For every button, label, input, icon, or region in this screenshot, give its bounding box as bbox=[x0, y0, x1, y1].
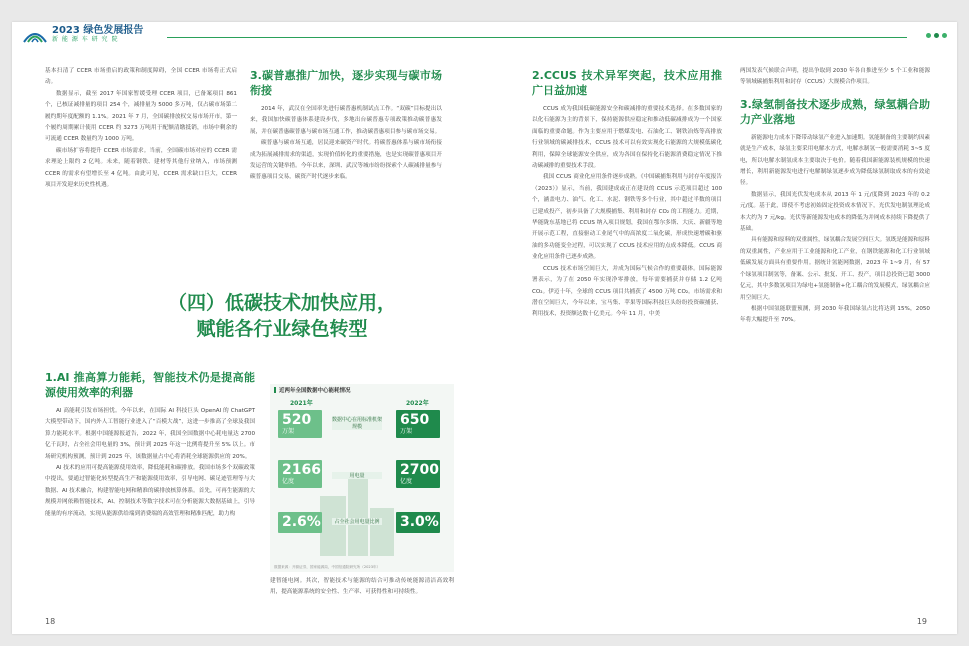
right-column-1 bbox=[532, 66, 722, 321]
section-number: 3. bbox=[250, 69, 262, 82]
building-illustration bbox=[320, 496, 346, 556]
paragraph: 碳市场扩容将提升 CCER 市场需求。当前，全国碳市场对应的 CCER 需求理论上限约 2 亿吨。未来，随着钢铁、建材等其他行业纳入，市场预测 CCER 的需求有望增长至 4 亿吨。由此可见，CCER 需求缺口巨大，CCER 项目开发迎来历史性机遇。 bbox=[45, 147, 237, 189]
paragraph: AI 技术的应用可提高能源使用效率，降低能耗和碳排放。我国市场多个双碳政策中提出，要通过智能化转型提高生产和能源使用效率，引导电网、碳足迹管理等与大数据、AI 技术融合，构建智能电网和精准的碳排放核算体系。首先，可再生能源的大规模并网依赖智能技术，AI、控制技术等数字技术可在分析能源大数据基础上，引导能量的有序流动，实现从能源供给端到消费端的高效管理和精准匹配，助力构 bbox=[45, 465, 255, 517]
datacenter-energy-figure bbox=[270, 384, 454, 572]
row-label-electricity: 用电量 bbox=[332, 472, 382, 479]
section-title-green-hydrogen: 3.绿氢制备技术逐步成熟，绿氢耦合助力产业落地 bbox=[740, 97, 930, 126]
paragraph: 两国发表气候联合声明，提出争取到 2030 年各自推进至少 5 个工业和能源等领域碳捕集利用和封存（CCUS）大规模合作项目。 bbox=[740, 68, 930, 86]
page-number-left: 18 bbox=[45, 617, 56, 626]
row-label-racks: 数据中心在用标准机架规模 bbox=[332, 417, 383, 430]
section-title-ccus: 2.CCUS 技术异军突起，技术应用推广日益加速 bbox=[532, 69, 722, 97]
brand-logo-icon bbox=[22, 26, 48, 44]
left-column-top-1 bbox=[45, 66, 237, 191]
stat-2022-share bbox=[396, 512, 440, 533]
paragraph: 新能源电力成本下降带动绿氢产业进入加速期。氢能制备的主要制约因素就是生产成本，绿氢主要采用电解水方式，电解水制氢一般需要消耗 3~5 度电，所以电解水制氢成本主要取决于电价。随着我国新能源装机规模的快速增长，利用新能源发电进行电解制绿氢逐步成为降低绿氢制取成本的有效途径。 bbox=[740, 134, 931, 187]
paragraph: 建智能电网。其次，智能技术与能源的结合可推动传统能源清洁高效利用，提高能源系统的安全性、生产率、可获得性和可持续性。 bbox=[270, 578, 454, 596]
page-number-right: 19 bbox=[916, 617, 927, 626]
stat-unit: 亿度 bbox=[400, 478, 413, 485]
stat-value: 520 bbox=[282, 412, 312, 428]
stat-value: 2.6% bbox=[282, 514, 321, 530]
report-spread bbox=[12, 22, 957, 634]
paragraph: 基本扫清了 CCER 市场重启的政策和制度障碍，全国 CCER 市场将正式启动。 bbox=[45, 68, 237, 86]
stat-2022-electricity bbox=[396, 460, 440, 488]
stat-2021-share bbox=[278, 512, 322, 533]
paragraph: 根据中国氢能联盟预测，到 2030 年我国绿氢占比将达到 15%，2050 年将大幅提升至 70%。 bbox=[740, 305, 930, 324]
page-header bbox=[12, 22, 957, 48]
header-dots-icon bbox=[926, 33, 947, 38]
building-illustration bbox=[348, 476, 368, 556]
section-title-carbon-inclusion bbox=[250, 68, 442, 98]
section-title-ai: 1.AI 推高算力能耗，智能技术仍是提高能源使用效率的利器 bbox=[45, 371, 255, 399]
row-label-share: 占全社会用电量比例 bbox=[332, 518, 382, 525]
stat-2022-racks bbox=[396, 410, 440, 438]
brand-text bbox=[52, 25, 143, 44]
stat-value: 3.0% bbox=[400, 514, 439, 530]
figure-source-note: 数据来源：开源证券，国家能源局，中国信通院研究所（2023年） bbox=[274, 565, 381, 569]
header-rule bbox=[167, 37, 907, 38]
chapter-title bbox=[132, 290, 432, 342]
stat-unit: 万架 bbox=[400, 428, 413, 435]
left-column-top-2 bbox=[250, 66, 442, 184]
left-column-bottom-1 bbox=[45, 368, 255, 520]
paragraph: 2014 年，武汉在全国率先进行碳普惠机制试点工作。“双碳”目标提出以来，我国加快碳普惠体系建设步伐，多地出台碳普惠专项政策推动碳普惠发展，并在碳普惠碳普惠与碳市场互通工作，推动碳普惠项目参与碳市场交易。 bbox=[250, 106, 442, 135]
year-label-2021: 2021年 bbox=[290, 400, 313, 407]
chapter-title-line2: 赋能各行业绿色转型 bbox=[196, 318, 368, 340]
paragraph: 数据显示，我国光伏发电成本从 2013 年 1 元/度降到 2023 年的 0.2 元/度。基于此，即使不考虑初始固定投资成本情况下，光伏发电制氢理论成本大约为 7 元/kg。光伏等新能源发电成本的降低为并网成本持续下降提供了基础。 bbox=[740, 191, 930, 233]
report-subtitle: 新 能 源 车 研 究 院 bbox=[52, 36, 119, 43]
stat-2021-racks bbox=[278, 410, 322, 438]
stat-value: 2166 bbox=[282, 462, 321, 478]
section-title-text: 碳普惠推广加快，逐步实现与碳市场衔接 bbox=[250, 69, 442, 97]
paragraph: 碳普惠与碳市场互通，居民迎来碳资产时代。将碳普惠体系与碳市场衔接成为拓展减排需求的渠道，实现价值转化的重要措施，也是实现碳普惠项目开发运营的关键举措。今年以来，深圳、武汉等城市纷纷探索个人碳减排量参与碳普惠项目交易，碳资产时代逐步来临。 bbox=[250, 140, 442, 181]
stat-value: 2700 bbox=[400, 462, 439, 478]
paragraph: 数据显示，截至 2017 年国家暂缓受理 CCER 项目，已备案项目 861 个，已核证减排量的项目 254 个，减排量为 5000 多万吨，仅占碳市场第二履约期年度配额的 1.1%。2021 年 7 月，全国碳排放权交易市场开市，第一个履约周期累计使用 CCER 约 3273 万吨用于配额清缴抵销，市场中剩余的可流通 CCER 数量约为 1000 万吨。 bbox=[45, 90, 237, 143]
building-illustration bbox=[370, 508, 394, 556]
paragraph: CCUS 技术市场空间巨大，并成为国际气候合作的重要载体。国际能源署表示，为了在 2050 年实现净零排放，每年需要捕获并存储 1.2 亿吨 CO₂。伊迈十年，全球的 CCUS 项目共捕获了 4500 万吨 CO₂。市场需求和潜在空间巨大，今年以来，宝马集、苹果等国际科技巨头纷纷投资碳捕获、利用技术，投资额达数十亿美元。今年 11 月，中美 bbox=[532, 265, 722, 318]
stat-2021-electricity bbox=[278, 460, 322, 488]
paragraph: AI 高能耗引发市场担忧。今年以来，在国际 AI 科技巨头 OpenAI 的 ChatGPT 大模型带动下，国内外人工智能行业进入了“百模大战”，这进一步推高了全球及我国算力能耗水平。根据中国能源报道告，2022 年，我国全国数据中心耗电量达 2700 亿千瓦时，占全社会用电量的 3%，预计到 2025 年这一比例将提升至 5% 以上。市场研究机构预测，预计到 2025 年，该数据量占中心将消耗全球能源供应的 20%。 bbox=[45, 408, 255, 460]
right-column-2 bbox=[740, 66, 930, 327]
paragraph: 我国 CCUS 商业化应用条件逐步成熟。《中国碳捕集利用与封存年度报告（2023）》显示，当前，我国建成或正在建设的 CCUS 示范项目超过 100 个，涵盖电力、油气、化工、水泥、钢铁等多个行业，其中超过半数的项目已建成投产，初步具备了大规模捕集、利用和封存 CO₂ 的工程能力。近期，华能陇东基地已将 CCUS 纳入项目规划，我国在鄂尔多斯、大庆、新疆等地开展示范工程，直接驱动工业尾气中的高浓度二氧化碳，形成快速增碳和驱油的多功能变全过程，可以实现了 CCUS 技术应用的点成本降低。CCUS 商业化应用条件已逐步成熟。 bbox=[532, 174, 722, 261]
chapter-title-line1: （四）低碳技术加快应用， bbox=[167, 292, 396, 314]
paragraph: CCUS 成为我国低碳能源安全和碳减排的重要技术选择。在多数国家的以化石能源为主的背景下，保持能源供应稳定和推动低碳减排成为一个国家面临的重要命题。作为主要应用于燃煤发电、石油化工、钢铁冶炼等高排放行业领域的碳减排技术，CCUS 技术可以有效实现化石能源的大规模低碳化利用，保障全球能源安全供应，成为各国在保持化石能源消费稳定情况下推动碳减排的重要技术手段。 bbox=[532, 106, 722, 170]
stat-unit: 亿度 bbox=[282, 478, 295, 485]
paragraph: 具有能源和原料的双重属性，绿氢耦合发展空间巨大。氢既是能源和原料的双重属性，产业应用于工业能源和化工产业，在钢铁能源和化工行业领域低碳发展方面具有重要作用。据统计氢能网数据，2023 年 1~9 月，有 57 个绿氢项目制氢等，备案、公示、批复、开工、投产，项目总投资已超 3000 亿元，其中多数氢项目为绿电+氢能制备+化工耦合的发展模式，绿氢耦合应用空间巨大。 bbox=[740, 237, 931, 301]
stat-value: 650 bbox=[400, 412, 430, 428]
year-label-2022: 2022年 bbox=[406, 400, 429, 407]
figure-title: 近两年全国数据中心能耗情况 bbox=[274, 386, 351, 394]
report-title: 2023 绿色发展报告 bbox=[52, 25, 144, 36]
left-column-bottom-2 bbox=[270, 576, 454, 599]
stat-unit: 万架 bbox=[282, 428, 295, 435]
